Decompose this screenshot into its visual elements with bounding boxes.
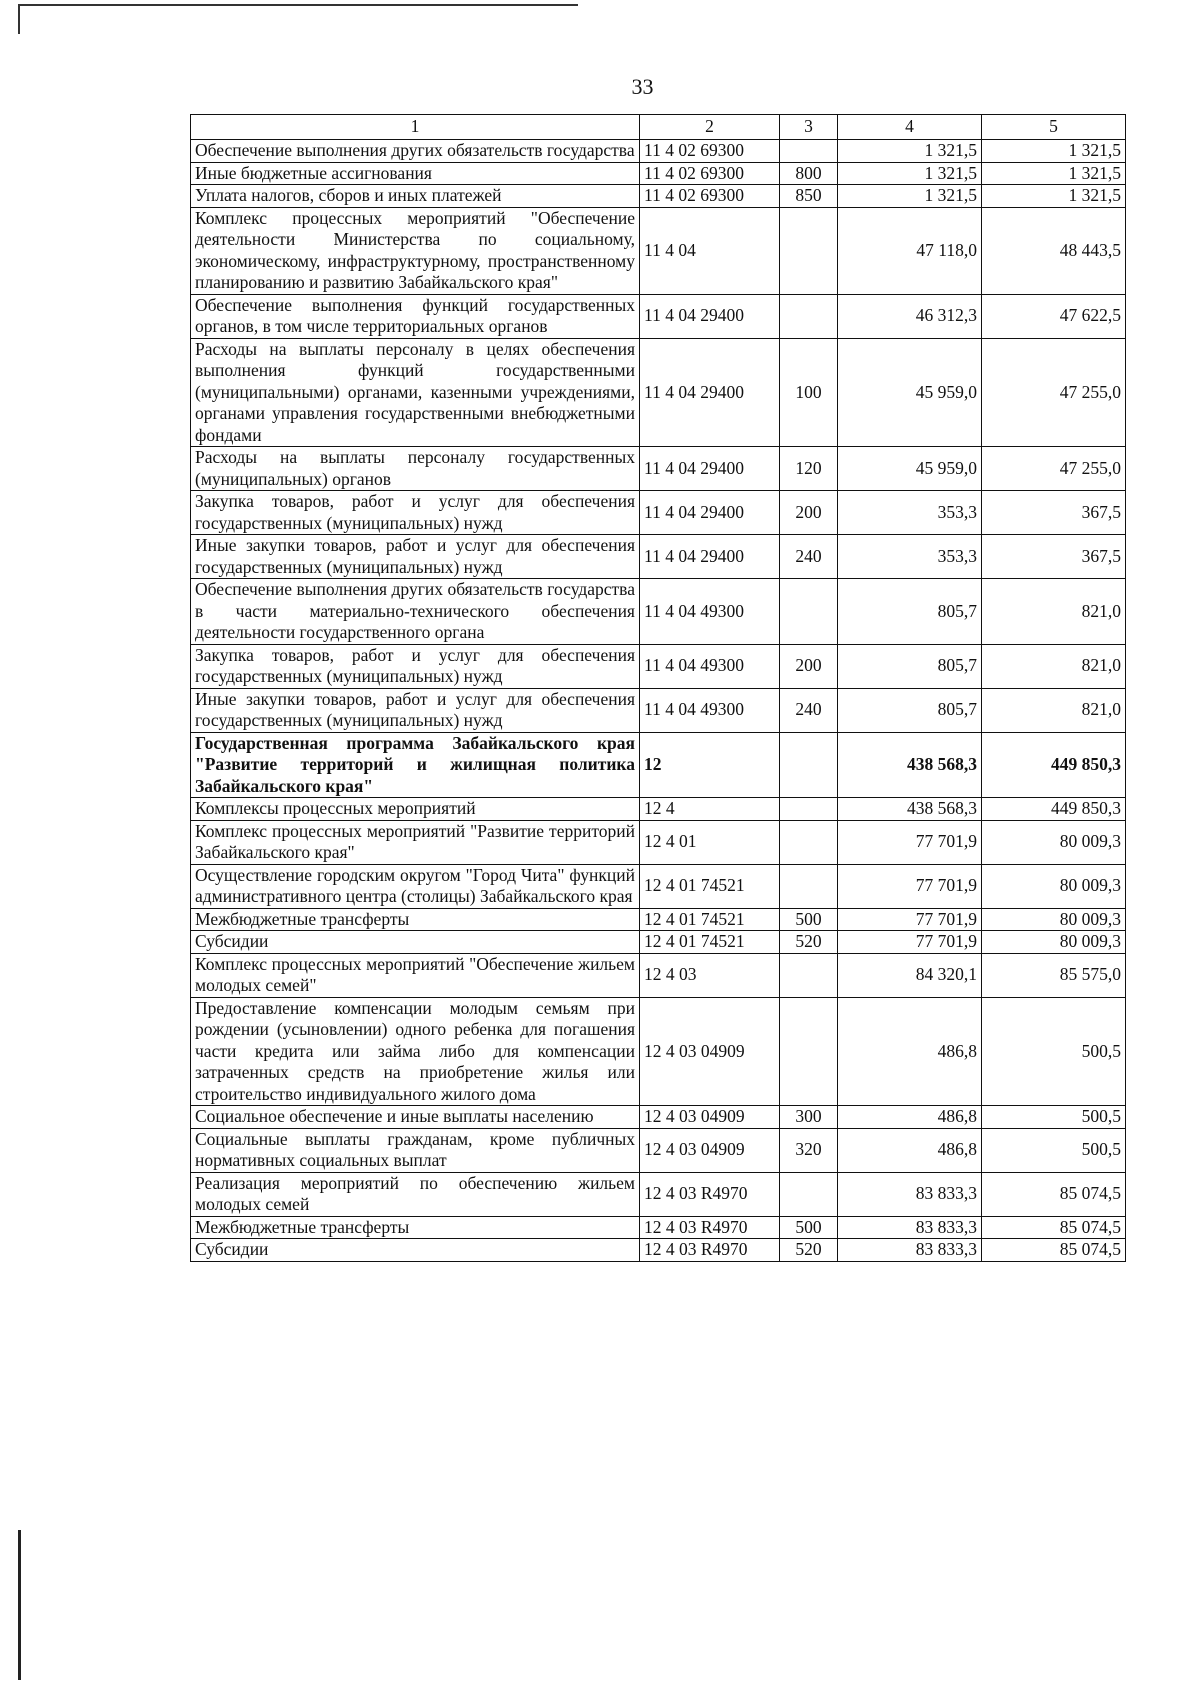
row-amount-year-2: 821,0 <box>982 688 1126 732</box>
row-amount-year-1: 1 321,5 <box>838 162 982 185</box>
row-amount-year-2: 47 255,0 <box>982 447 1126 491</box>
row-name: Иные бюджетные ассигнования <box>191 162 640 185</box>
row-expense-type <box>780 1172 838 1216</box>
row-expense-type <box>780 953 838 997</box>
table-row <box>191 1239 1126 1262</box>
row-amount-year-1: 438 568,3 <box>838 732 982 798</box>
row-amount-year-2: 1 321,5 <box>982 162 1126 185</box>
row-amount-year-1: 1 321,5 <box>838 140 982 163</box>
row-code: 12 4 01 <box>640 820 780 864</box>
row-expense-type: 520 <box>780 931 838 954</box>
row-expense-type: 300 <box>780 1106 838 1129</box>
row-amount-year-2: 449 850,3 <box>982 798 1126 821</box>
table-row <box>191 864 1126 908</box>
row-amount-year-1: 805,7 <box>838 644 982 688</box>
row-amount-year-1: 77 701,9 <box>838 931 982 954</box>
row-code: 11 4 04 49300 <box>640 644 780 688</box>
row-expense-type <box>780 997 838 1106</box>
row-name: Расходы на выплаты персоналу государственных (муниципальных) органов <box>191 447 640 491</box>
row-name: Комплекс процессных мероприятий "Обеспечение деятельности Министерства по социальному, экономическому, инфраструктурному, пространственному планированию и развитию Забайкальского края" <box>191 207 640 294</box>
table-row <box>191 798 1126 821</box>
row-amount-year-1: 77 701,9 <box>838 864 982 908</box>
row-name: Межбюджетные трансферты <box>191 1216 640 1239</box>
table-row <box>191 820 1126 864</box>
row-amount-year-1: 47 118,0 <box>838 207 982 294</box>
row-expense-type: 200 <box>780 491 838 535</box>
row-amount-year-2: 85 074,5 <box>982 1239 1126 1262</box>
row-code: 12 4 03 04909 <box>640 1128 780 1172</box>
row-expense-type: 500 <box>780 908 838 931</box>
row-name: Реализация мероприятий по обеспечению жильем молодых семей <box>191 1172 640 1216</box>
row-code: 12 4 03 R4970 <box>640 1216 780 1239</box>
row-amount-year-1: 805,7 <box>838 579 982 645</box>
row-amount-year-1: 1 321,5 <box>838 185 982 208</box>
table-row <box>191 140 1126 163</box>
row-amount-year-2: 449 850,3 <box>982 732 1126 798</box>
table-body <box>191 140 1126 1262</box>
row-expense-type: 500 <box>780 1216 838 1239</box>
row-code: 12 4 01 74521 <box>640 908 780 931</box>
row-amount-year-2: 367,5 <box>982 491 1126 535</box>
table-row <box>191 162 1126 185</box>
table-row <box>191 1106 1126 1129</box>
table-row <box>191 1128 1126 1172</box>
row-amount-year-1: 46 312,3 <box>838 294 982 338</box>
row-expense-type: 120 <box>780 447 838 491</box>
row-code: 11 4 04 49300 <box>640 579 780 645</box>
row-expense-type <box>780 732 838 798</box>
row-name: Социальные выплаты гражданам, кроме публичных нормативных социальных выплат <box>191 1128 640 1172</box>
row-code: 12 <box>640 732 780 798</box>
row-expense-type <box>780 140 838 163</box>
table-row <box>191 931 1126 954</box>
row-expense-type <box>780 864 838 908</box>
row-code: 11 4 04 <box>640 207 780 294</box>
row-amount-year-2: 85 074,5 <box>982 1172 1126 1216</box>
row-name: Осуществление городским округом "Город Чита" функций административного центра (столицы) Забайкальского края <box>191 864 640 908</box>
table-row <box>191 207 1126 294</box>
table-row <box>191 579 1126 645</box>
table-row <box>191 1216 1126 1239</box>
row-amount-year-1: 486,8 <box>838 1128 982 1172</box>
table-row <box>191 997 1126 1106</box>
row-code: 11 4 02 69300 <box>640 162 780 185</box>
row-amount-year-1: 486,8 <box>838 997 982 1106</box>
row-name: Социальное обеспечение и иные выплаты населению <box>191 1106 640 1129</box>
row-amount-year-1: 353,3 <box>838 491 982 535</box>
row-amount-year-2: 85 575,0 <box>982 953 1126 997</box>
row-name: Закупка товаров, работ и услуг для обеспечения государственных (муниципальных) нужд <box>191 644 640 688</box>
row-expense-type: 800 <box>780 162 838 185</box>
row-code: 11 4 04 29400 <box>640 447 780 491</box>
row-amount-year-2: 821,0 <box>982 579 1126 645</box>
row-amount-year-2: 47 255,0 <box>982 338 1126 447</box>
row-name: Комплекс процессных мероприятий "Обеспечение жильем молодых семей" <box>191 953 640 997</box>
row-code: 11 4 04 29400 <box>640 294 780 338</box>
column-header-4: 4 <box>838 115 982 140</box>
scan-border-left <box>18 4 20 34</box>
row-code: 11 4 04 49300 <box>640 688 780 732</box>
column-header-5: 5 <box>982 115 1126 140</box>
row-name: Иные закупки товаров, работ и услуг для обеспечения государственных (муниципальных) нужд <box>191 535 640 579</box>
row-code: 11 4 04 29400 <box>640 338 780 447</box>
row-name: Уплата налогов, сборов и иных платежей <box>191 185 640 208</box>
row-amount-year-1: 77 701,9 <box>838 908 982 931</box>
row-code: 12 4 01 74521 <box>640 931 780 954</box>
row-amount-year-1: 83 833,3 <box>838 1239 982 1262</box>
row-amount-year-2: 367,5 <box>982 535 1126 579</box>
table-row <box>191 294 1126 338</box>
row-code: 11 4 02 69300 <box>640 140 780 163</box>
row-name: Предоставление компенсации молодым семьям при рождении (усыновлении) одного ребенка для погашения части кредита или займа либо для компенсации затраченных средств на приобретение жилья или строительство индивидуального жилого дома <box>191 997 640 1106</box>
row-amount-year-1: 83 833,3 <box>838 1216 982 1239</box>
table-header-row <box>191 115 1126 140</box>
row-amount-year-2: 500,5 <box>982 1128 1126 1172</box>
row-expense-type <box>780 820 838 864</box>
row-amount-year-2: 48 443,5 <box>982 207 1126 294</box>
row-expense-type <box>780 579 838 645</box>
table-row <box>191 338 1126 447</box>
row-expense-type: 100 <box>780 338 838 447</box>
table-row <box>191 535 1126 579</box>
column-header-3: 3 <box>780 115 838 140</box>
row-name: Субсидии <box>191 931 640 954</box>
budget-table <box>190 114 1126 1262</box>
row-amount-year-2: 80 009,3 <box>982 864 1126 908</box>
row-amount-year-1: 77 701,9 <box>838 820 982 864</box>
row-amount-year-2: 80 009,3 <box>982 908 1126 931</box>
row-name: Комплексы процессных мероприятий <box>191 798 640 821</box>
row-code: 12 4 03 R4970 <box>640 1239 780 1262</box>
row-name: Обеспечение выполнения функций государственных органов, в том числе территориальных органов <box>191 294 640 338</box>
row-amount-year-1: 45 959,0 <box>838 447 982 491</box>
column-header-1: 1 <box>191 115 640 140</box>
row-expense-type <box>780 798 838 821</box>
row-code: 12 4 03 <box>640 953 780 997</box>
row-amount-year-2: 500,5 <box>982 1106 1126 1129</box>
row-amount-year-2: 1 321,5 <box>982 185 1126 208</box>
row-name: Обеспечение выполнения других обязательств государства в части материально-технического обеспечения деятельности государственного органа <box>191 579 640 645</box>
row-code: 11 4 02 69300 <box>640 185 780 208</box>
row-amount-year-2: 85 074,5 <box>982 1216 1126 1239</box>
row-expense-type <box>780 294 838 338</box>
row-amount-year-2: 80 009,3 <box>982 820 1126 864</box>
row-amount-year-1: 83 833,3 <box>838 1172 982 1216</box>
row-expense-type: 200 <box>780 644 838 688</box>
row-expense-type: 320 <box>780 1128 838 1172</box>
table-row <box>191 185 1126 208</box>
table-row <box>191 688 1126 732</box>
row-name: Обеспечение выполнения других обязательств государства <box>191 140 640 163</box>
column-header-2: 2 <box>640 115 780 140</box>
row-code: 12 4 03 04909 <box>640 1106 780 1129</box>
table-row <box>191 908 1126 931</box>
row-expense-type: 240 <box>780 535 838 579</box>
row-amount-year-2: 80 009,3 <box>982 931 1126 954</box>
row-code: 12 4 <box>640 798 780 821</box>
row-name: Иные закупки товаров, работ и услуг для обеспечения государственных (муниципальных) нужд <box>191 688 640 732</box>
table-row <box>191 732 1126 798</box>
row-name: Государственная программа Забайкальского края "Развитие территорий и жилищная политика Забайкальского края" <box>191 732 640 798</box>
row-amount-year-1: 353,3 <box>838 535 982 579</box>
row-code: 12 4 03 04909 <box>640 997 780 1106</box>
row-amount-year-2: 821,0 <box>982 644 1126 688</box>
table-row <box>191 644 1126 688</box>
row-name: Закупка товаров, работ и услуг для обеспечения государственных (муниципальных) нужд <box>191 491 640 535</box>
scan-border-left-bottom <box>18 1530 21 1680</box>
row-amount-year-1: 805,7 <box>838 688 982 732</box>
table-row <box>191 1172 1126 1216</box>
row-name: Межбюджетные трансферты <box>191 908 640 931</box>
row-code: 12 4 01 74521 <box>640 864 780 908</box>
row-amount-year-2: 47 622,5 <box>982 294 1126 338</box>
row-amount-year-2: 500,5 <box>982 997 1126 1106</box>
row-name: Комплекс процессных мероприятий "Развитие территорий Забайкальского края" <box>191 820 640 864</box>
row-amount-year-1: 438 568,3 <box>838 798 982 821</box>
table-row <box>191 953 1126 997</box>
table-row <box>191 491 1126 535</box>
row-name: Расходы на выплаты персоналу в целях обеспечения выполнения функций государственными (муниципальными) органами, казенными учреждениями, органами управления государственными внебюджетными фондами <box>191 338 640 447</box>
row-code: 11 4 04 29400 <box>640 491 780 535</box>
row-code: 12 4 03 R4970 <box>640 1172 780 1216</box>
row-amount-year-1: 45 959,0 <box>838 338 982 447</box>
row-expense-type: 850 <box>780 185 838 208</box>
row-amount-year-1: 486,8 <box>838 1106 982 1129</box>
row-amount-year-2: 1 321,5 <box>982 140 1126 163</box>
row-expense-type: 520 <box>780 1239 838 1262</box>
page-number: 33 <box>631 74 654 99</box>
row-expense-type: 240 <box>780 688 838 732</box>
row-name: Субсидии <box>191 1239 640 1262</box>
scan-border-top <box>18 4 578 6</box>
row-amount-year-1: 84 320,1 <box>838 953 982 997</box>
table-row <box>191 447 1126 491</box>
row-code: 11 4 04 29400 <box>640 535 780 579</box>
row-expense-type <box>780 207 838 294</box>
